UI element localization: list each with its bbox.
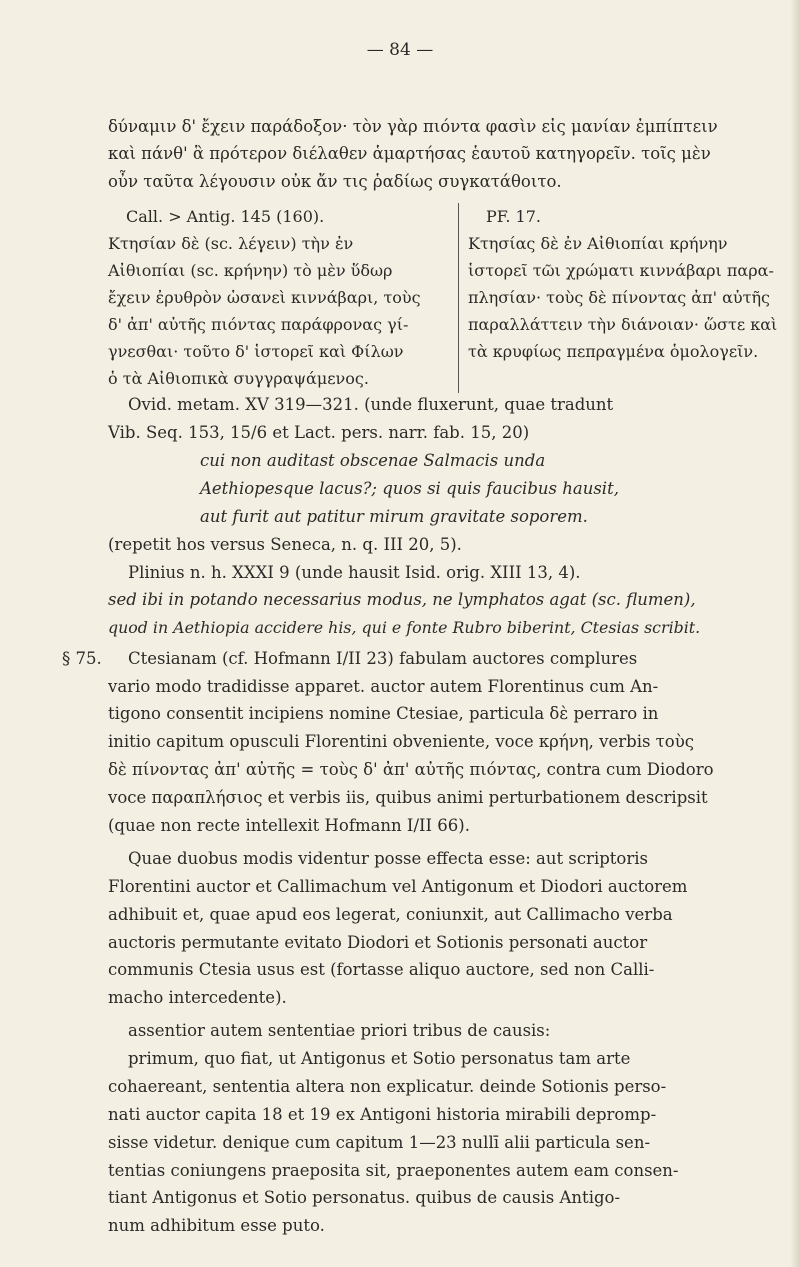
text-line: quod in Aethiopia accidere his, qui e fonte Rubro biberint, Ctesias scribit.	[108, 618, 701, 637]
text-line: tentias coniungens praeposita sit, praeponentes autem eam consen-	[108, 1161, 679, 1180]
verse-line: Aethiopesque lacus?; quos si quis faucibus hausit,	[200, 479, 619, 498]
left-column-line: δ' ἀπ' αὐτῆς πιόντας παράφρονας γί-	[108, 315, 409, 334]
text-line: primum, quo fiat, ut Antigonus et Sotio personatus tam arte	[128, 1049, 631, 1068]
text-line: tiant Antigonus et Sotio personatus. quibus de causis Antigo-	[108, 1188, 621, 1207]
text-line: initio capitum opusculi Florentini obveniente, voce κρήνη, verbis τοὺς	[108, 732, 695, 751]
text-line: auctoris permutante evitato Diodori et Sotionis personati auctor	[108, 933, 648, 952]
right-column	[468, 203, 778, 365]
text-line: Florentini auctor et Callimachum vel Antigonum et Diodori auctorem	[108, 877, 688, 896]
text-line: Ovid. metam. XV 319—321. (unde fluxerunt, quae tradunt	[128, 395, 614, 414]
text-line: vario modo tradidisse apparet. auctor autem Florentinus cum An-	[108, 677, 659, 696]
left-column-line: Κτησίαν δὲ (sc. λέγειν) τὴν ἐν	[108, 234, 354, 253]
verse-line: cui non auditast obscenae Salmacis unda	[200, 451, 546, 470]
text-line: Ctesianam (cf. Hofmann I/II 23) fabulam auctores complures	[128, 649, 638, 668]
right-column-line: πλησίαν· τοὺς δὲ πίνοντας ἀπ' αὐτῆς	[468, 288, 771, 307]
text-line: tigono consentit incipiens nomine Ctesiae, particula δὲ perraro in	[108, 704, 659, 723]
text-line: communis Ctesia usus est (fortasse aliquo auctore, sed non Calli-	[108, 960, 655, 979]
left-column-heading: Call. > Antig. 145 (160).	[126, 207, 325, 226]
text-line: Plinius n. h. XXXI 9 (unde hausit Isid. orig. XIII 13, 4).	[128, 563, 581, 582]
section-number: § 75.	[62, 649, 102, 668]
text-line: Vib. Seq. 153, 15/6 et Lact. pers. narr. fab. 15, 20)	[108, 423, 530, 442]
text-line: cohaereant, sententia altera non explicatur. deinde Sotionis perso-	[108, 1077, 667, 1096]
text-line: macho intercedente).	[108, 988, 287, 1007]
left-column-line: ὁ τὰ Αἰθιοπικὰ συγγραψάμενος.	[108, 369, 369, 388]
text-line: nati auctor capita 18 et 19 ex Antigoni historia mirabili depromp-	[108, 1105, 657, 1124]
text-line: sisse videtur. denique cum capitum 1—23 nullī alii particula sen-	[108, 1133, 651, 1152]
text-line: adhibuit et, quae apud eos legerat, coniunxit, aut Callimacho verba	[108, 905, 673, 924]
text-line: (repetit hos versus Seneca, n. q. III 20, 5).	[108, 535, 462, 554]
text-line: οὖν ταῦτα λέγουσιν οὐκ ἄν τις ῥαδίως συγκατάθοιτο.	[108, 172, 562, 191]
page-edge-shadow	[790, 0, 800, 1267]
left-column-line: Αἰθιοπίαι (sc. κρήνην) τὸ μὲν ὕδωρ	[108, 261, 393, 280]
text-line: δύναμιν δ' ἔχειν παράδοξον· τὸν γὰρ πιόντα φασὶν εἰς μανίαν ἐμπίπτειν	[108, 117, 718, 136]
text-line: δὲ πίνοντας ἀπ' αὐτῆς = τοὺς δ' ἀπ' αὐτῆς πιόντας, contra cum Diodoro	[108, 760, 714, 779]
text-line: sed ibi in potando necessarius modus, ne lymphatos agat (sc. flumen),	[108, 590, 696, 609]
page-number: — 84 —	[366, 40, 434, 60]
right-column-line: παραλλάττειν τὴν διάνοιαν· ὥστε καὶ	[468, 315, 778, 334]
right-column-line: ἱστορεῖ τῶι χρώματι κιννάβαρι παρα-	[468, 261, 774, 280]
right-column-line: τὰ κρυφίως πεπραγμένα ὁμολογεῖν.	[468, 342, 759, 361]
column-divider	[458, 203, 459, 393]
text-line: (quae non recte intellexit Hofmann I/II 66).	[108, 816, 470, 835]
text-line: num adhibitum esse puto.	[108, 1216, 325, 1235]
left-column	[108, 203, 453, 392]
left-column-line: ἔχειν ἐρυθρὸν ὡσανεὶ κιννάβαρι, τοὺς	[108, 288, 421, 307]
left-column-line: γνεσθαι· τοῦτο δ' ἱστορεῖ καὶ Φίλων	[108, 342, 404, 361]
text-line: καὶ πάνθ' ἃ πρότερον διέλαθεν ἁμαρτήσας ἑαυτοῦ κατηγορεῖν. τοῖς μὲν	[108, 144, 711, 163]
text-line: assentior autem sententiae priori tribus de causis:	[128, 1021, 551, 1040]
text-line: Quae duobus modis videntur posse effecta esse: aut scriptoris	[128, 849, 648, 868]
right-column-heading: PF. 17.	[486, 207, 541, 226]
verse-line: aut furit aut patitur mirum gravitate soporem.	[200, 507, 588, 526]
right-column-line: Κτησίας δὲ ἐν Αἰθιοπίαι κρήνην	[468, 234, 728, 253]
text-line: voce παραπλήσιος et verbis iis, quibus animi perturbationem descripsit	[108, 788, 708, 807]
